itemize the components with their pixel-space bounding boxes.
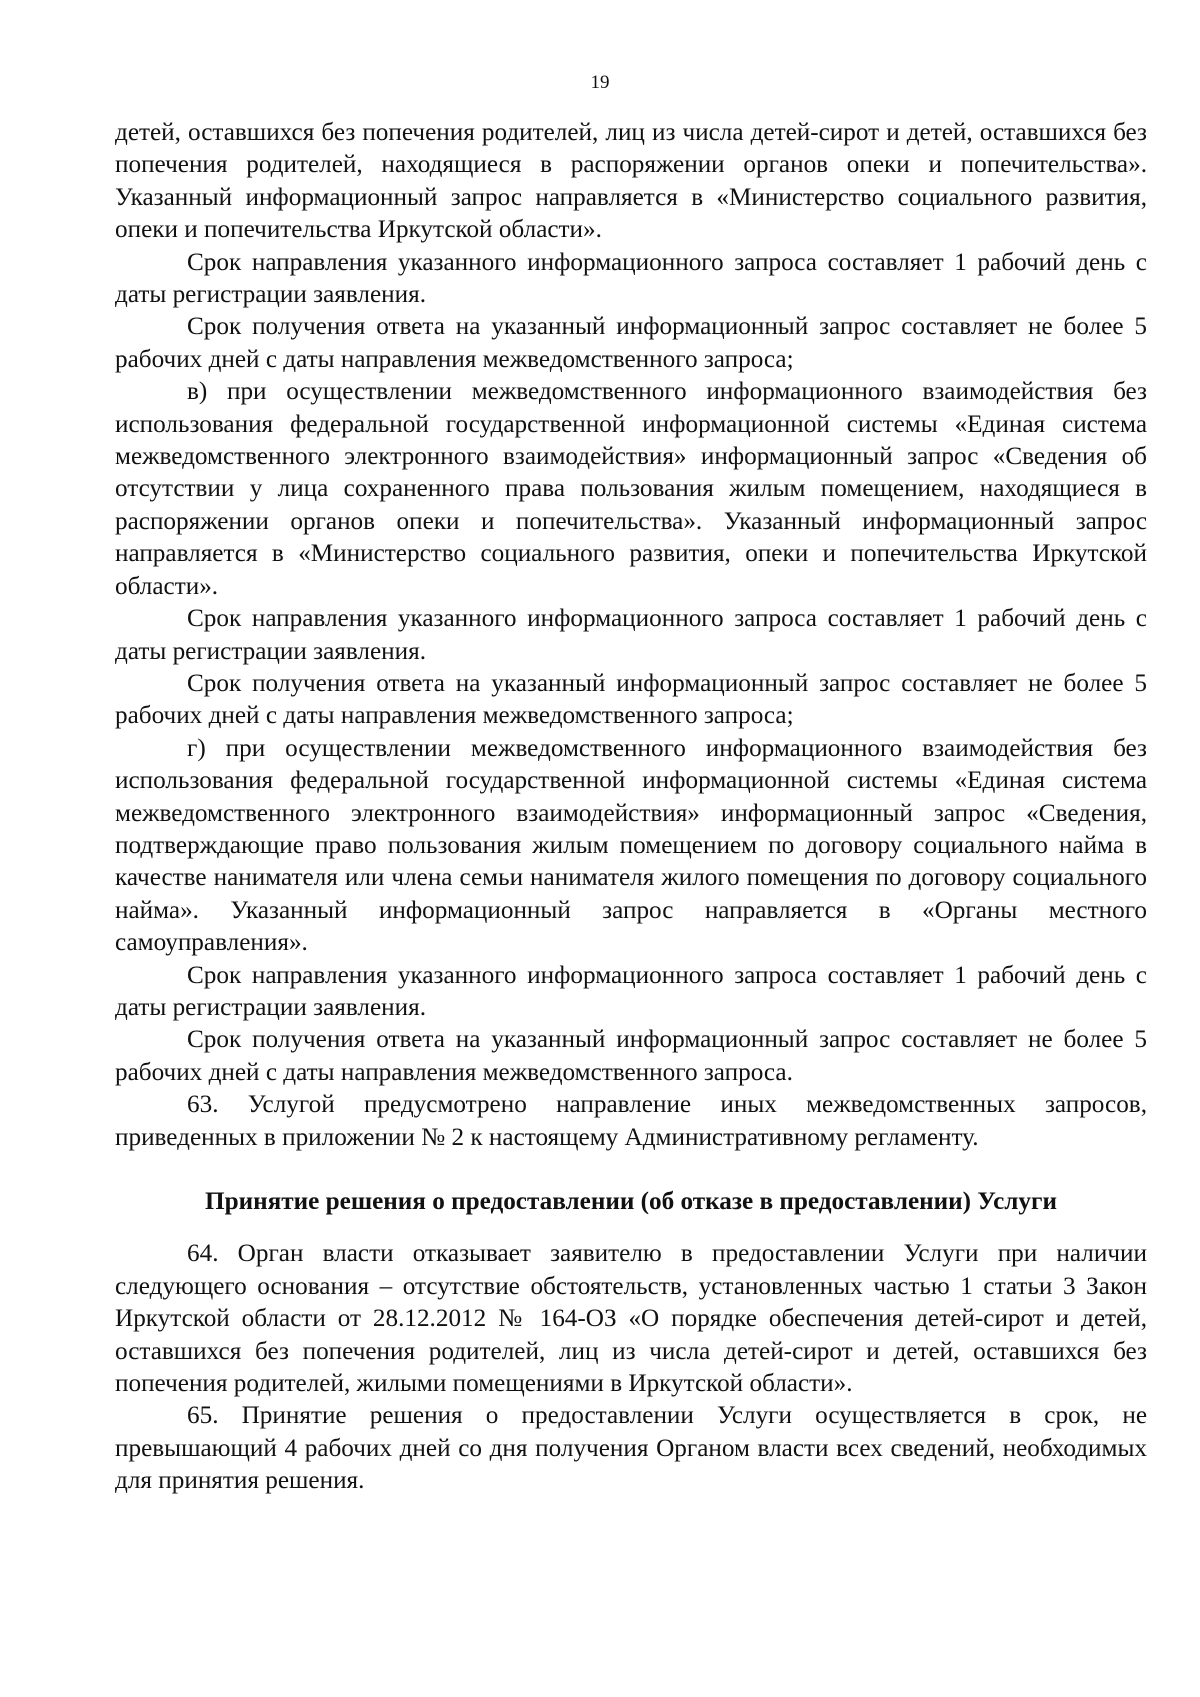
paragraph: 64. Орган власти отказывает заявителю в предоставлении Услуги при наличии следующего основания – отсутствие обстоятельств, установленных частью 1 статьи 3 Закон Иркутской области от 28.12.2012 № 164-ОЗ «О порядке обеспечения детей-сирот и детей, оставшихся без попечения родителей, лиц из числа детей-сирот и детей, оставшихся без попечения родителей, жилыми помещениями в Иркутской области». — [115, 1240, 1147, 1398]
paragraph: 65. Принятие решения о предоставлении Услуги осуществляется в срок, не превышающий 4 рабочих дней со дня получения Органом власти всех сведений, необходимых для принятия решения. — [115, 1402, 1147, 1495]
paragraph: 63. Услугой предусмотрено направление иных межведомственных запросов, приведенных в приложении № 2 к настоящему Административному регламенту. — [115, 1091, 1147, 1151]
section-heading: Принятие решения о предоставлении (об отказе в предоставлении) Услуги — [205, 1188, 1057, 1215]
paragraph: Срок направления указанного информационного запроса составляет 1 рабочий день с даты регистрации заявления. — [115, 961, 1147, 1021]
paragraph: в) при осуществлении межведомственного информационного взаимодействия без использования федеральной государственной информационной системы «Единая система межведомственного электронного взаимодействия» информационный запрос «Сведения об отсутствии у лица сохраненного права пользования жилым помещением, находящиеся в распоряжении органов опеки и попечительства». Указанный информационный запрос направляется в «Министерство социального развития, опеки и попечительства Иркутской области». — [115, 378, 1147, 600]
paragraph: г) при осуществлении межведомственного информационного взаимодействия без использования федеральной государственной информационной системы «Единая система межведомственного электронного взаимодействия» информационный запрос «Сведения, подтверждающие право пользования жилым помещением по договору социального найма в качестве нанимателя или члена семьи нанимателя жилого помещения по договору социального найма». Указанный информационный запрос направляется в «Органы местного самоуправления». — [115, 734, 1147, 957]
page-number: 19 — [590, 72, 610, 93]
paragraph: Срок направления указанного информационного запроса составляет 1 рабочий день с даты регистрации заявления. — [115, 248, 1147, 309]
paragraph: Срок получения ответа на указанный информационный запрос составляет не более 5 рабочих дней с даты направления межведомственного запроса; — [115, 669, 1147, 730]
paragraph: Срок направления указанного информационного запроса составляет 1 рабочий день с даты регистрации заявления. — [115, 605, 1147, 665]
document-body — [115, 117, 1147, 1498]
paragraph-continuation: детей, оставшихся без попечения родителей, лиц из числа детей-сирот и детей, оставшихся без попечения родителей, находящиеся в распоряжении органов опеки и попечительства». Указанный информационный запрос направляется в «Министерство социального развития, опеки и попечительства Иркутской области». — [115, 119, 1147, 244]
paragraph: Срок получения ответа на указанный информационный запрос составляет не более 5 рабочих дней с даты направления межведомственного запроса. — [115, 1026, 1147, 1086]
paragraph: Срок получения ответа на указанный информационный запрос составляет не более 5 рабочих дней с даты направления межведомственного запроса; — [115, 313, 1147, 373]
